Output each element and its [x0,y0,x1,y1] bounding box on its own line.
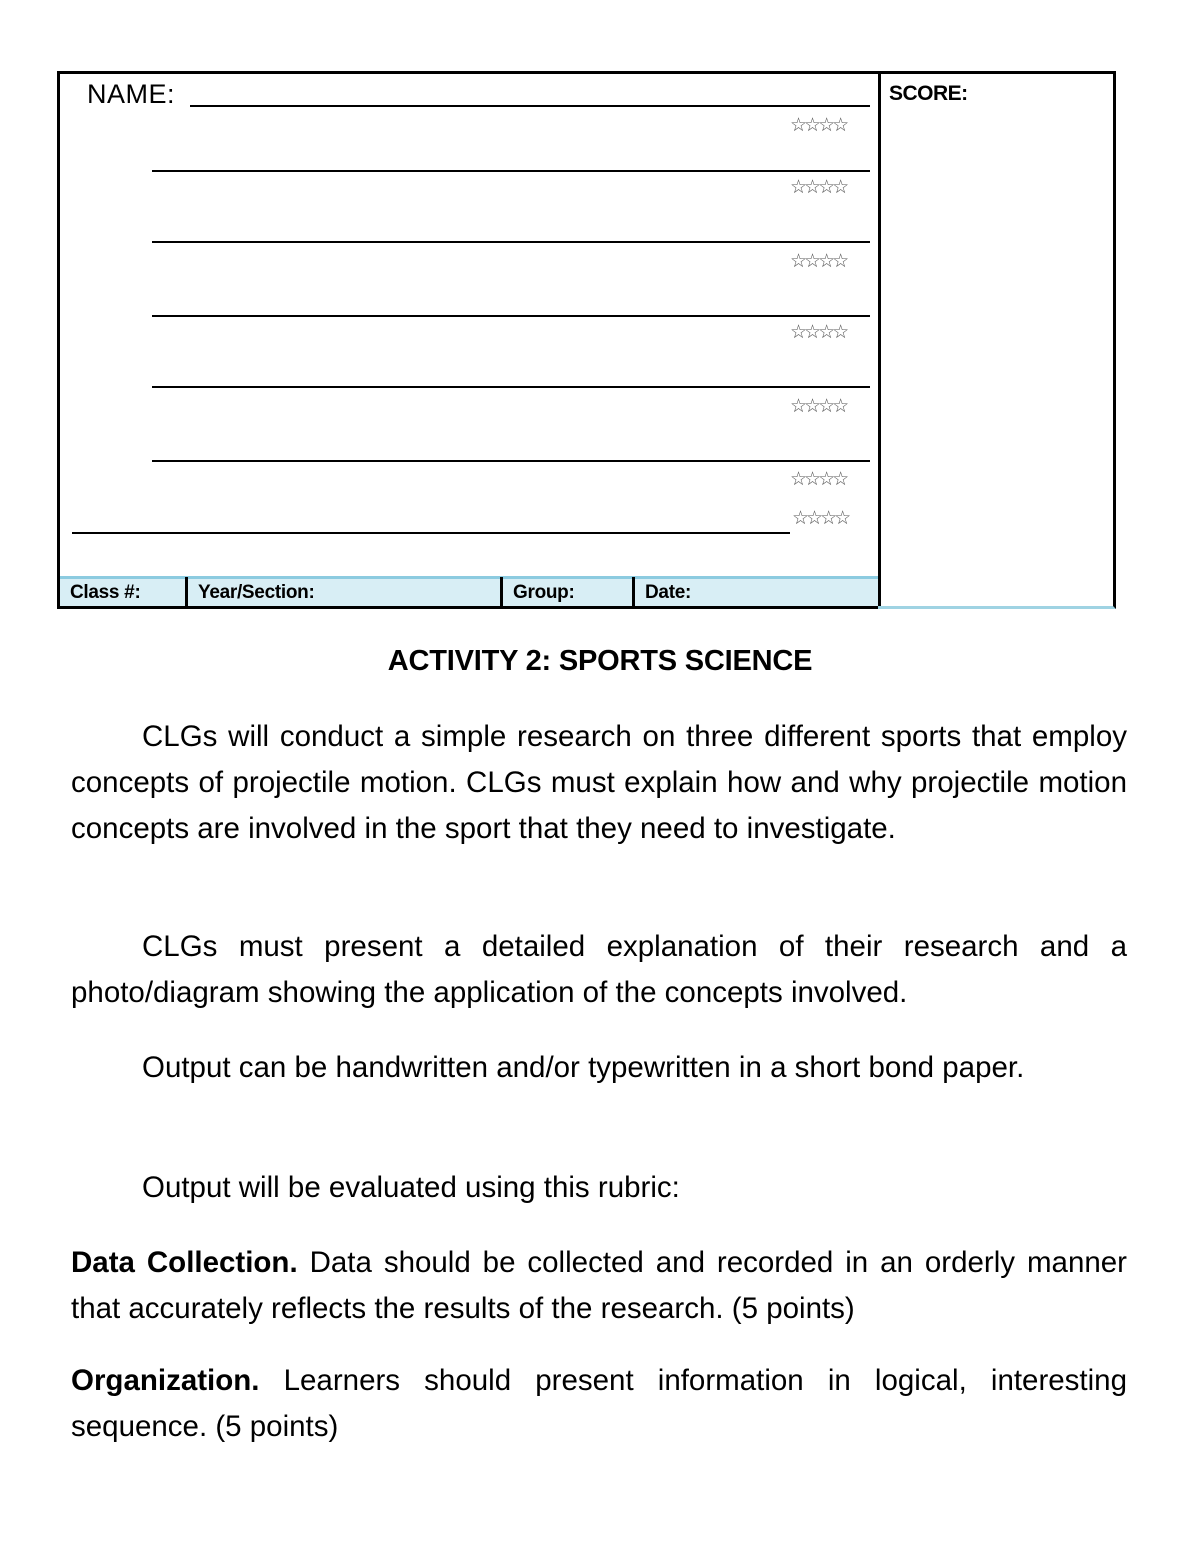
names-panel [57,71,881,609]
footer-row [60,576,878,606]
name-line[interactable] [152,315,870,317]
group-label: Group: [513,582,575,603]
name-line[interactable] [152,241,870,243]
rating-stars[interactable]: ☆☆☆☆ [790,395,847,417]
rating-stars[interactable]: ☆☆☆☆ [790,250,847,272]
rating-stars[interactable]: ☆☆☆☆ [790,114,847,136]
score-label: SCORE: [889,82,968,105]
name-line[interactable] [190,105,870,107]
rubric-description: Data should be collected and recorded in an orderly manner that accurately reflects the results of the research. (5 points) [71,1246,1127,1325]
rating-stars[interactable]: ☆☆☆☆ [790,176,847,198]
rating-stars[interactable]: ☆☆☆☆ [792,507,849,529]
name-line[interactable] [152,460,870,462]
instruction-paragraph: CLGs must present a detailed explanation of their research and a photo/diagram showing the application of the concepts involved. [71,930,1127,1009]
year-section-field[interactable] [188,579,500,606]
student-info-box [57,71,1116,609]
date-label: Date: [645,582,692,603]
activity-title: ACTIVITY 2: SPORTS SCIENCE [387,645,813,677]
date-field[interactable] [635,579,878,606]
name-line[interactable] [152,386,870,388]
rating-stars[interactable]: ☆☆☆☆ [790,468,847,490]
class-number-field[interactable] [60,579,185,606]
rubric-criterion: Data Collection. [71,1246,298,1279]
instruction-paragraph: Output will be evaluated using this rubric: [142,1171,680,1204]
score-panel[interactable] [878,71,1116,609]
name-label: NAME: [87,79,176,109]
name-line[interactable] [152,170,870,172]
rubric-description: Learners should present information in logical, interesting sequence. (5 points) [71,1364,1127,1443]
rubric-item-data-collection [71,1240,1127,1332]
rubric-item-organization [71,1358,1127,1450]
year-section-label: Year/Section: [198,582,315,603]
group-field[interactable] [503,579,632,606]
rating-stars[interactable]: ☆☆☆☆ [790,321,847,343]
instruction-paragraph: CLGs will conduct a simple research on three different sports that employ concepts of projectile motion. CLGs must explain how and why projectile motion concepts are involved in the sport that they need to investigate. [71,720,1127,845]
class-number-label: Class #: [70,582,141,603]
rubric-criterion: Organization. [71,1364,260,1397]
name-line[interactable] [72,532,790,534]
instruction-paragraph: Output can be handwritten and/or typewritten in a short bond paper. [142,1051,1025,1084]
